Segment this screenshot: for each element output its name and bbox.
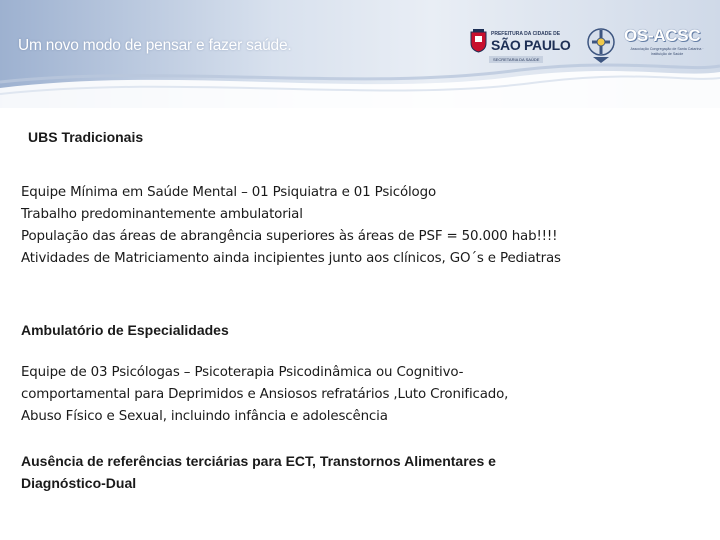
header-banner (0, 0, 720, 108)
os-acsc-emblem-icon (584, 24, 618, 64)
ambulatorio-line-2: comportamental para Deprimidos e Ansiosos refratários ,Luto Cronificado, (21, 387, 509, 402)
ubs-line-2: Trabalho predominantemente ambulatorial (21, 207, 303, 222)
city-name: SÃO PAULO (491, 37, 571, 53)
secretaria-label: SECRETARIA DA SAÚDE (489, 56, 543, 63)
ubs-line-1: Equipe Mínima em Saúde Mental – 01 Psiquiatra e 01 Psicólogo (21, 185, 436, 200)
os-acsc-logo (582, 22, 707, 72)
header-tagline: Um novo modo de pensar e fazer saúde. (18, 37, 292, 54)
ubs-line-4: Atividades de Matriciamento ainda incipientes junto aos clínicos, GO´s e Pediatras (21, 251, 561, 266)
prefeitura-label: PREFEITURA DA CIDADE DE (491, 31, 561, 37)
os-acsc-subtitle: Associação Congregação de Santa Catarina · Instituição de Saúde (630, 47, 704, 56)
section-heading-ambulatorio: Ambulatório de Especialidades (21, 322, 229, 338)
os-acsc-name: OS-ACSC (624, 26, 701, 45)
prefeitura-sao-paulo-logo (467, 27, 571, 67)
ubs-line-3: População das áreas de abrangência superiores às áreas de PSF = 50.000 hab!!!! (21, 229, 558, 244)
city-crest-icon (470, 29, 487, 53)
ambulatorio-line-1: Equipe de 03 Psicólogas – Psicoterapia Psicodinâmica ou Cognitivo- (21, 365, 464, 380)
ambulatorio-line-3: Abuso Físico e Sexual, incluindo infância e adolescência (21, 409, 388, 424)
tertiary-referral-note: Ausência de referências terciárias para ECT, Transtornos Alimentares e Diagnóstico-Dual (21, 453, 496, 491)
section-heading-ubs: UBS Tradicionais (28, 129, 144, 145)
